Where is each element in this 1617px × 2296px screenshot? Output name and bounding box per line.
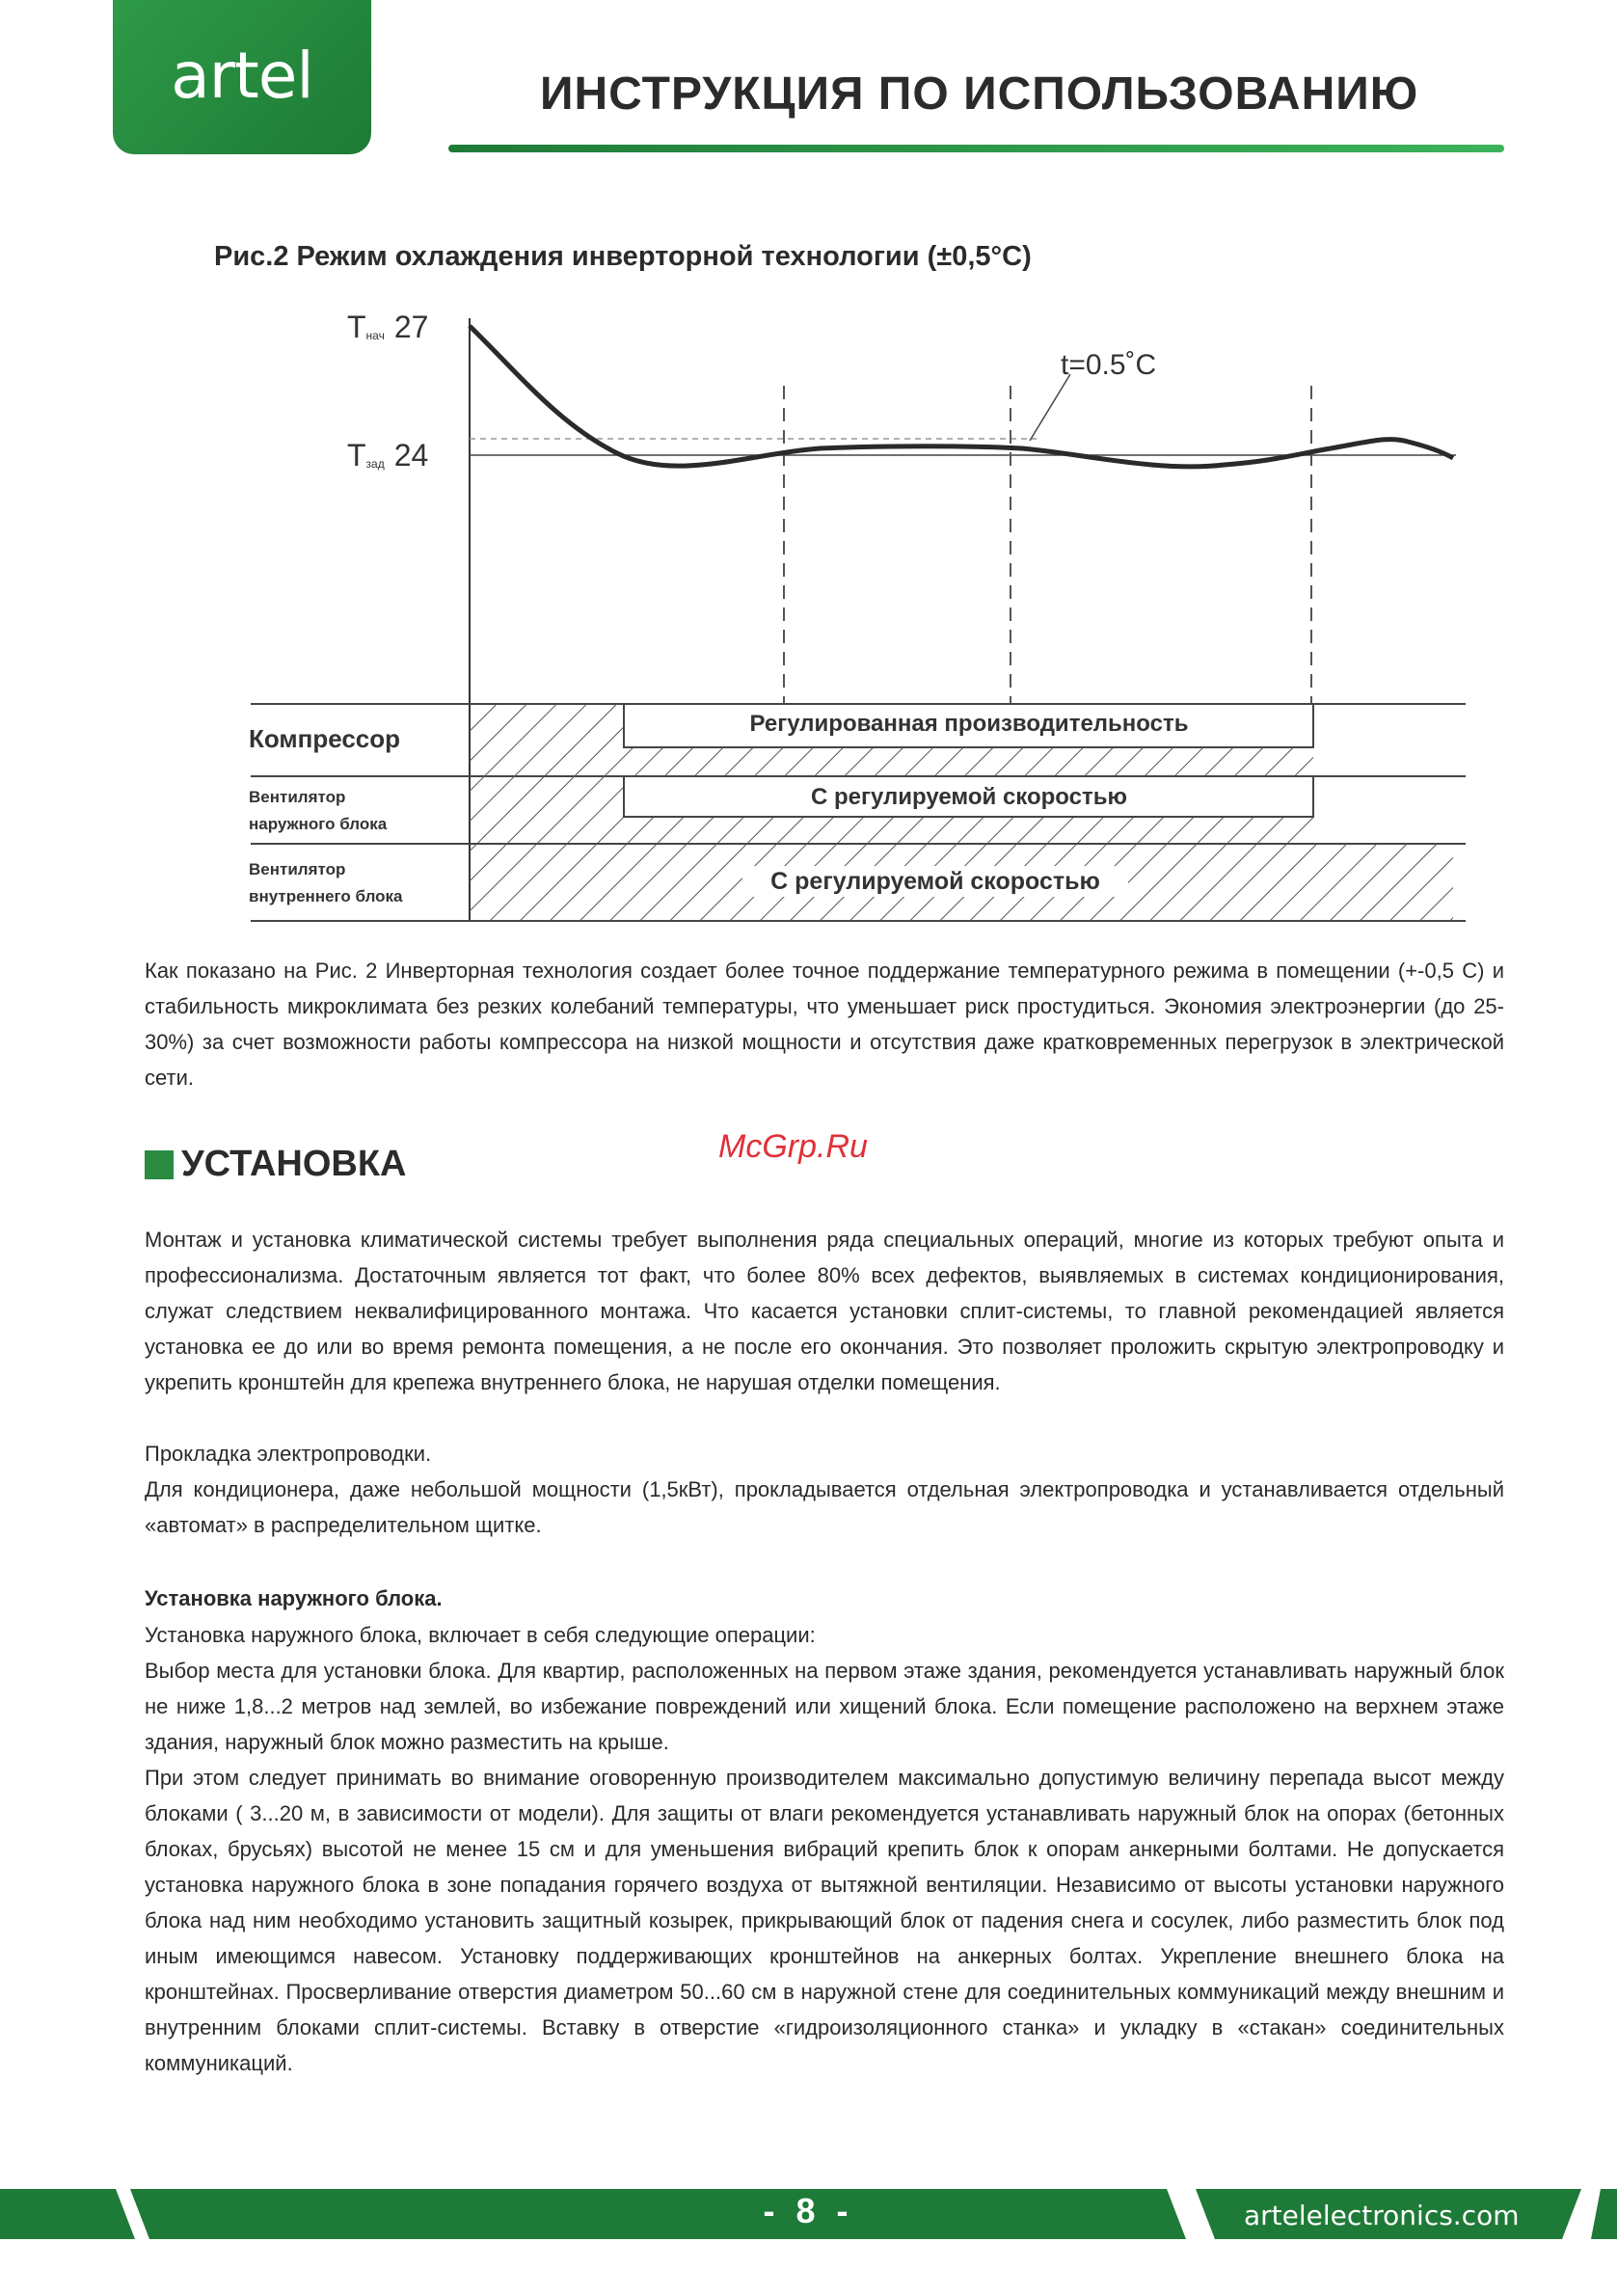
row-label-indoor-fan-line1: Вентилятор bbox=[249, 860, 346, 878]
paragraph-installation-intro: Монтаж и установка климатической системы требует выполнения ряда специальных операций, многие из которых требуют опыта и профессионализма. Достаточным является тот факт, что более 80% всех дефектов, выявляемых в системах кондиционирования, служат следствием неквалифицированного монтажа. Что касается установки сплит-системы, то главной рекомендацией является установка ее до или во время ремонта помещения, а не после его окончания. Это позволяет проложить скрытую электропроводку и укрепить кронштейн для крепежа внутреннего блока, не нарушая отделки помещения. bbox=[145, 1228, 1504, 1394]
compressor-hatch-start bbox=[470, 704, 624, 776]
brand-logo-text: artel bbox=[171, 39, 313, 113]
outdoor-fan-hatch-start bbox=[470, 776, 624, 844]
compressor-band-label: Регулированная производительность bbox=[749, 711, 1189, 737]
watermark: McGrp.Ru bbox=[718, 1128, 868, 1165]
section-bullet-icon bbox=[145, 1150, 174, 1179]
row-label-outdoor-fan-line2: наружного блока bbox=[249, 815, 388, 833]
subheading-outdoor-unit: Установка наружного блока. bbox=[145, 1586, 443, 1610]
row-label-compressor: Компрессор bbox=[249, 724, 401, 753]
y-tick-label-set: Tзад 24 bbox=[347, 438, 429, 473]
cooling-mode-chart bbox=[0, 0, 1617, 964]
document-title: ИНСТРУКЦИЯ ПО ИСПОЛЬЗОВАНИЮ bbox=[540, 68, 1419, 120]
temperature-curve bbox=[470, 326, 1453, 467]
paragraph-details: При этом следует принимать во внимание оговоренную производителем максимально допустимую величину перепада высот между блоками ( 3...20 м, в зависимости от модели). Для защиты от влаги рекомендуется устанавливать наружный блок на опорах (бетонных блоках, брусьях) высотой не менее 15 см и для уменьшения вибраций крепить блок к опорам анкерными болтами. Не допускается установка наружного блока в зоне попадания горячего воздуха от вытяжной вентиляции. Независимо от высоты установки наружного блока над ним необходимо установить защитный козырек, прикрывающий блок от падения снега и сосулек, либо разместить блок под иным имеющимся навесом. Установку поддерживающих кронштейнов на анкерных болтах. Укрепление внешнего блока на кронштейнах. Просверливание отверстия диаметром 50...60 см в наружной стене для соединительных коммуникаций между внешним и внутренним блоками сплит-системы. Вставку в отверстие «гидроизоляционного станка» и укладку в «стакан» соединительных коммуникаций. bbox=[145, 1766, 1504, 2075]
figure-title: Рис.2 Режим охлаждения инверторной технологии (±0,5°С) bbox=[214, 241, 1032, 272]
y-tick-label-start: Tнач 27 bbox=[347, 310, 429, 344]
paragraph-location: Выбор места для установки блока. Для квартир, расположенных на первом этаже здания, рекомендуется устанавливать наружный блок не ниже 1,8...2 метров над землей, во избежание повреждений или хищений блока. Если помещение расположено на верхнем этаже здания, наружный блок можно разместить на крыше. bbox=[145, 1659, 1504, 1754]
annotation-leader bbox=[1030, 374, 1070, 441]
paragraph-wiring-title: Прокладка электропроводки. bbox=[145, 1442, 432, 1466]
row-label-outdoor-fan-line1: Вентилятор bbox=[249, 788, 346, 806]
annotation-label: t=0.5˚C bbox=[1061, 349, 1157, 381]
page-number: - 8 - bbox=[763, 2191, 854, 2230]
outdoor-fan-band-label: С регулируемой скоростью bbox=[810, 784, 1128, 810]
paragraph-inverter: Как показано на Рис. 2 Инверторная технология создает более точное поддержание температурного режима в помещении (+-0,5 С) и стабильность микроклимата без резких колебаний температуры, что уменьшает риск простудиться. Экономия электроэнергии (до 25-30%) за счет возможности работы компрессора на низкой мощности и отсутствия даже кратковременных перегрузок в электрической сети. bbox=[145, 959, 1504, 1090]
indoor-fan-band-label: С регулируемой скоростью bbox=[770, 868, 1100, 895]
paragraph-wiring: Для кондиционера, даже небольшой мощности (1,5кВт), прокладывается отдельная электропроводка и устанавливается отдельный «автомат» в распределительном щитке. bbox=[145, 1477, 1504, 1537]
website-link[interactable]: artelelectronics.com bbox=[1244, 2200, 1520, 2231]
section-heading bbox=[145, 1144, 406, 1185]
outdoor-fan-hatch-bottom bbox=[624, 817, 1313, 844]
compressor-hatch-bottom bbox=[624, 747, 1313, 776]
paragraph-outdoor-ops: Установка наружного блока, включает в себя следующие операции: bbox=[145, 1623, 816, 1647]
row-label-indoor-fan-line2: внутреннего блока bbox=[249, 887, 403, 905]
section-heading-text: УСТАНОВКА bbox=[181, 1144, 407, 1184]
